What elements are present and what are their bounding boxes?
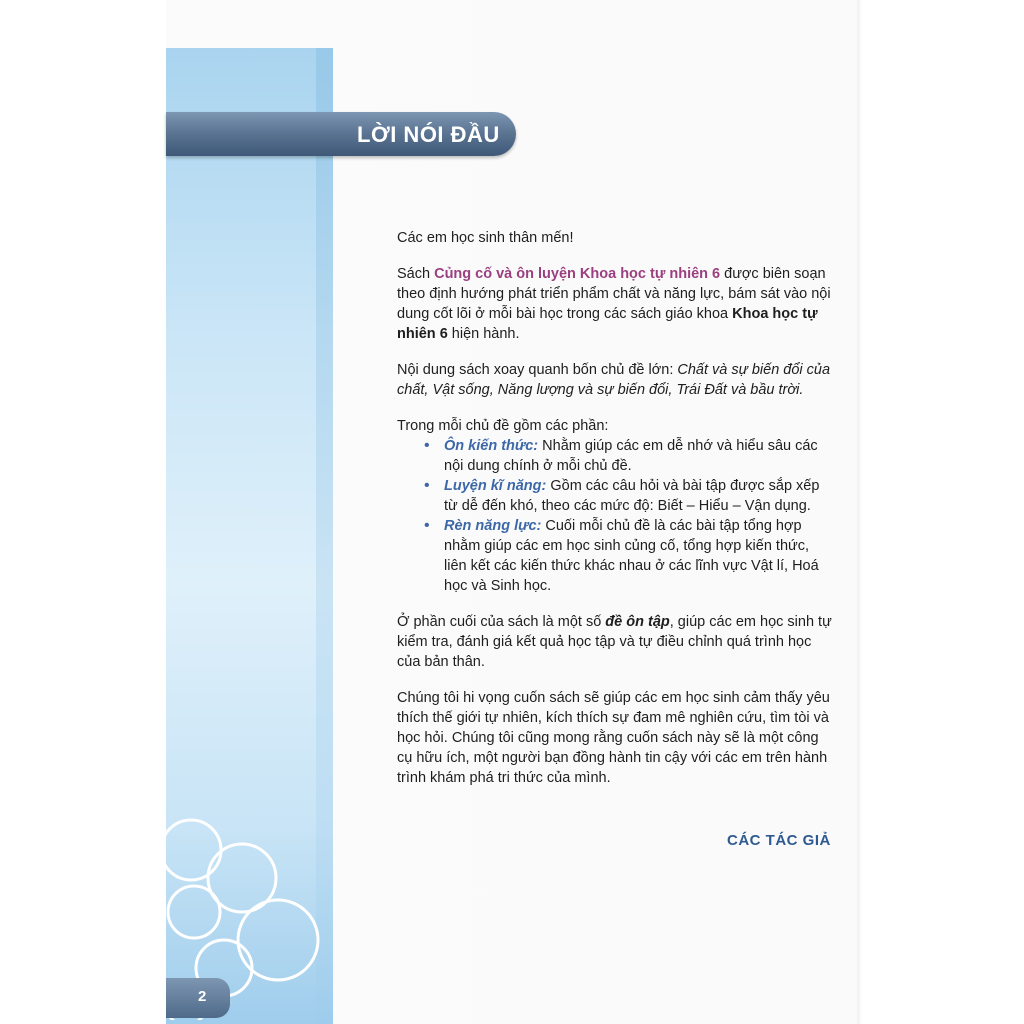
- text-span: Nội dung sách xoay quanh bốn chủ đề lớn:: [397, 362, 678, 378]
- text-span: được biên soạn theo định hướng phát triển phẩm chất và năng lực, bám sát vào nội dung cốt lõi ở mỗi bài học trong các sách giáo khoa: [397, 266, 831, 322]
- book-title: Củng cố và ôn luyện Khoa học tự nhiên 6: [434, 266, 721, 282]
- list-item: [424, 516, 833, 596]
- part-name: Rèn năng lực:: [444, 518, 542, 534]
- list-item: [424, 476, 833, 516]
- paragraph-intro: [397, 264, 833, 344]
- part-name: Luyện kĩ năng:: [444, 478, 547, 494]
- review-emphasis: đề ôn tập: [605, 614, 670, 630]
- authors-signature: CÁC TÁC GIẢ: [727, 832, 831, 849]
- paragraph-topics: [397, 360, 833, 400]
- paragraph-parts-intro: Trong mỗi chủ đề gồm các phần:: [397, 418, 609, 434]
- part-description: Cuối mỗi chủ đề là các bài tập tổng hợp nhằm giúp các em học sinh củng cố, tổng hợp kiến thức, liên kết các kiến thức khác nhau ở các lĩnh vực Vật lí, Hoá học và Sinh học.: [444, 518, 819, 594]
- text-span: , giúp các em học sinh tự kiểm tra, đánh giá kết quả học tập và tự điều chỉnh quá trình học của bản thân.: [397, 614, 832, 670]
- part-description: Gồm các câu hỏi và bài tập được sắp xếp từ dễ đến khó, theo các mức độ: Biết – Hiểu – Vận dụng.: [444, 478, 820, 514]
- textbook-title: Khoa học tự nhiên 6: [397, 306, 818, 342]
- text-span: Ở phần cuối của sách là một số: [397, 614, 606, 630]
- part-description: Nhằm giúp các em dễ nhớ và hiểu sâu các nội dung chính ở mỗi chủ đề.: [444, 438, 818, 474]
- preface-body: [397, 228, 833, 788]
- parts-list: [397, 436, 833, 596]
- page-title: LỜI NÓI ĐẦU: [357, 122, 500, 147]
- text-span: Sách: [397, 266, 435, 282]
- greeting: Các em học sinh thân mến!: [397, 230, 574, 246]
- paragraph-closing: Chúng tôi hi vọng cuốn sách sẽ giúp các em học sinh cảm thấy yêu thích thế giới tự nhiên, kích thích sự đam mê nghiên cứu, tìm tòi và học hỏi. Chúng tôi cũng mong rằng cuốn sách này sẽ là một công cụ hữu ích, một người bạn đồng hành tin cậy với các em trên hành trình khám phá tri thức của mình.: [397, 690, 830, 786]
- page-number: 2: [198, 988, 207, 1005]
- list-item: [424, 436, 833, 476]
- topics-list: Chất và sự biến đổi của chất, Vật sống, Năng lượng và sự biến đổi, Trái Đất và bầu trời.: [397, 362, 831, 398]
- paragraph-review: [397, 612, 833, 672]
- text-span: hiện hành.: [447, 326, 520, 342]
- part-name: Ôn kiến thức:: [444, 438, 539, 454]
